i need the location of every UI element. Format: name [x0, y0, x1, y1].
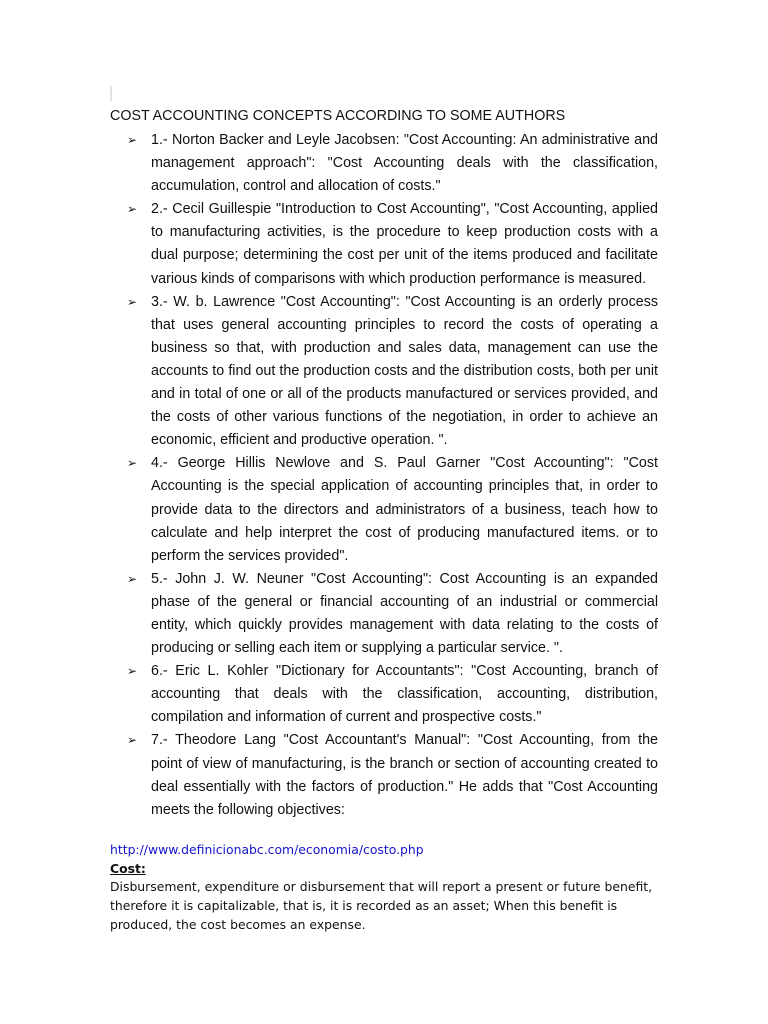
list-item-text: 2.- Cecil Guillespie "Introduction to Cost Accounting", "Cost Accounting, applied to manufacturing activities, is the procedure to keep production costs with a dual purpose; determining the cost per unit of the items produced and facilitate various kinds of comparisons with which production performance is measured.	[151, 201, 658, 287]
list-item	[110, 198, 658, 290]
list-item	[110, 291, 658, 453]
list-item	[110, 729, 658, 821]
source-link[interactable]: http://www.definicionabc.com/economia/costo.php	[110, 842, 424, 857]
arrow-bullet-icon: ➢	[127, 733, 138, 748]
cost-definition: Disbursement, expenditure or disbursement that will report a present or future benefit, therefore it is capitalizable, that is, it is recorded as an asset; When this benefit is produced, the cost becomes an expense.	[110, 879, 653, 932]
text-cursor-marker	[110, 86, 112, 101]
list-item-text: 3.- W. b. Lawrence "Cost Accounting": "Cost Accounting is an orderly process that uses general accounting principles to record the costs of operating a business so that, with production and sales data, management can use the accounts to find out the production costs and the distribution costs, both per unit and in total of one or all of the products manufactured or services provided, and the costs of other various functions of the negotiation, in order to achieve an economic, efficient and productive operation. ".	[151, 293, 658, 449]
list-item-text: 1.- Norton Backer and Leyle Jacobsen: "Cost Accounting: An administrative and management approach": "Cost Accounting deals with the classification, accumulation, control and allocation of costs."	[151, 132, 658, 195]
list-item-text: 7.- Theodore Lang "Cost Accountant's Manual": "Cost Accounting, from the point of view of manufacturing, is the branch or section of accounting created to deal essentially with the factors of production." He adds that "Cost Accounting meets the following objectives:	[151, 732, 658, 818]
cost-label: Cost:	[110, 861, 146, 876]
list-item	[110, 660, 658, 729]
arrow-bullet-icon: ➢	[127, 294, 138, 309]
list-item-text: 6.- Eric L. Kohler "Dictionary for Accountants": "Cost Accounting, branch of accounting that deals with the classification, accounting, distribution, compilation and information of current and prospective costs."	[151, 663, 658, 726]
document-heading: COST ACCOUNTING CONCEPTS ACCORDING TO SOME AUTHORS	[110, 108, 566, 124]
list-item-text: 4.- George Hillis Newlove and S. Paul Garner "Cost Accounting": "Cost Accounting is the special application of accounting principles that, in order to provide data to the directors and administrators of a business, teach how to calculate and help interpret the cost of producing manufactured items. or to perform the services provided".	[151, 455, 658, 564]
arrow-bullet-icon: ➢	[127, 571, 138, 586]
arrow-bullet-icon: ➢	[127, 664, 138, 679]
list-item-text: 5.- John J. W. Neuner "Cost Accounting": Cost Accounting is an expanded phase of the general or financial accounting of an industrial or commercial entity, which quickly provides management with data relating to the costs of producing or selling each item or supplying a particular service. ".	[151, 570, 658, 657]
arrow-bullet-icon: ➢	[127, 456, 138, 471]
arrow-bullet-icon: ➢	[127, 133, 138, 147]
list-item	[110, 129, 658, 198]
list-item	[110, 452, 658, 567]
list-item	[110, 568, 658, 660]
author-definition-list	[110, 129, 658, 822]
arrow-bullet-icon: ➢	[127, 202, 138, 217]
